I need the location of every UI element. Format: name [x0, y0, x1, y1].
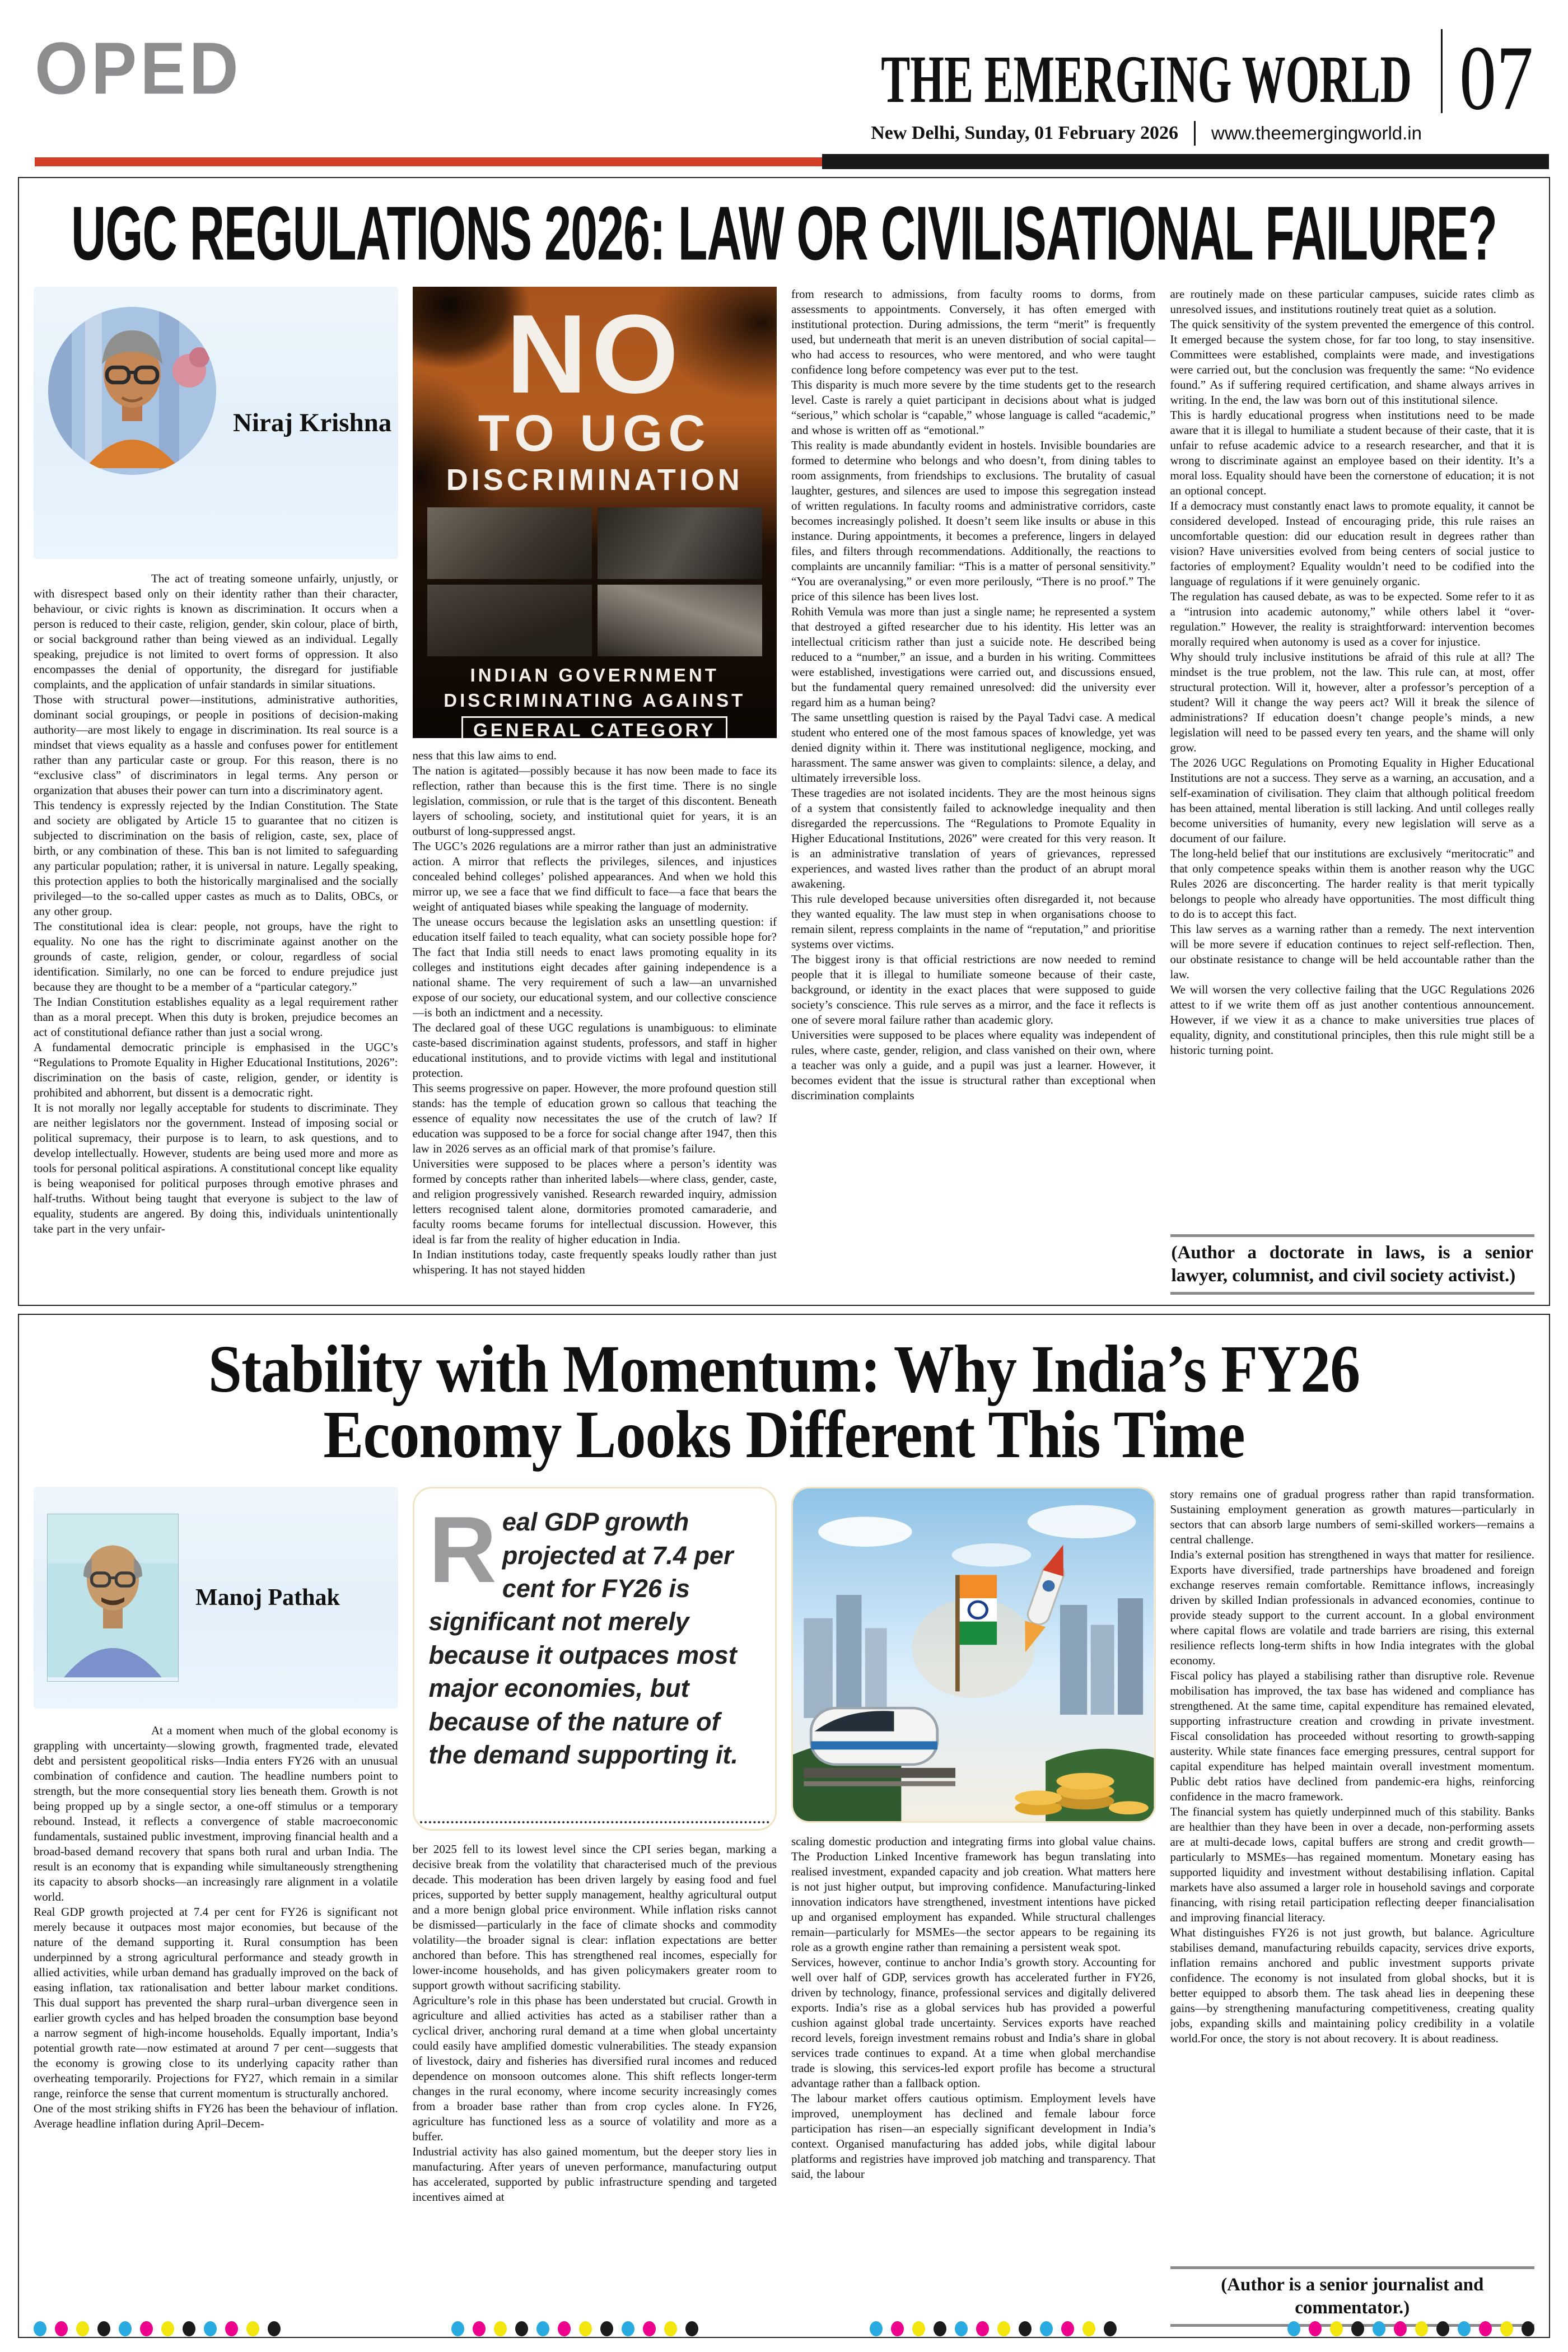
author2-portrait-illustration — [48, 1514, 178, 1677]
registration-dot — [451, 2321, 464, 2336]
article1-byline-card — [34, 287, 398, 559]
page-number: 07 — [1459, 26, 1533, 129]
article2-col1-text — [34, 1723, 398, 2131]
pull-quote — [413, 1487, 777, 1831]
registration-dot — [997, 2321, 1010, 2336]
body-paragraph: Fiscal policy has played a stabilising rather than disruptive role. Revenue mobilisation has improved, the tax base has widened and compliance has strengthened. At the same time, capital expenditure has remained elevated, supporting infrastructure creation and crowding in private investment. Fiscal consolidation has proceeded without resorting to growth-sapping austerity. While state finances face emerging pressures, central support for capital expenditure has helped maintain overall investment momentum. Public debt ratios have declined from pandemic-era highs, reinforcing confidence in the macro framework. — [1170, 1669, 1534, 1804]
body-paragraph: Universities were supposed to be places where a person’s identity was formed by concepts rather than inherited labels—where class, gender, caste, and religion progressively vanished. Research rewarded inquiry, admission letters recognised talent alone, dormitories promoted camaraderie, and faculty rooms became forums for intellectual discussion. However, this ideal is far from the reality of higher education in India. — [412, 1157, 777, 1246]
article2-author-name: Manoj Pathak — [195, 1585, 340, 1611]
body-paragraph: These tragedies are not isolated incidents. They are the most heinous signs of a system that consistently failed to acknowledge inequality and then disregarded the repercussions. The “Regulations to Promote Equality in Higher Educational Institutions, 2026” were created for this very reason. It is an administrative translation of years of grievances, repressed experiences, and wasted lives rather than the product of an abrupt moral awakening. — [791, 786, 1156, 890]
registration-dot — [1309, 2321, 1322, 2336]
poster-line-no: NO — [506, 292, 683, 417]
registration-dot — [891, 2321, 904, 2336]
newspaper-title: THE EMERGING WORLD — [881, 41, 1412, 117]
article2-column-1 — [34, 1487, 398, 2327]
page-number-divider — [1441, 29, 1443, 113]
header-rule — [35, 154, 1549, 169]
registration-dot — [1522, 2321, 1534, 2336]
registration-dot-group — [34, 2321, 281, 2336]
article2-column-3 — [791, 1487, 1156, 2327]
registration-dot — [1351, 2321, 1364, 2336]
article2-col3-text — [791, 1834, 1156, 2182]
body-paragraph: Services, however, continue to anchor India’s growth story. Accounting for well over half of GDP, services growth has accelerated further in FY26, driven by technology, finance, professional services and digitally delivered exports. India’s rise as a global services hub has provided a powerful cushion against global trade uncertainty. Services exports have reached record levels, foreign investment remains robust and India’s share in global services trade continues to expand. At a time when global merchandise trade is slowing, this services-led export profile has become a structural advantage rather than a fallback option. — [791, 1956, 1156, 2090]
body-paragraph: The declared goal of these UGC regulations is unambiguous: to eliminate caste-based discrimination against students, professors, and staff in higher educational institutions, and to provide victims with legal and institutional protection. — [412, 1021, 777, 1080]
registration-dot-group — [451, 2321, 698, 2336]
article2-column-2 — [413, 1487, 777, 2327]
header-rule-red — [35, 157, 822, 166]
body-paragraph: The financial system has quietly underpinned much of this stability. Banks are healthier than they have been in over a decade, non-performing assets are at multi-decade lows, capital buffers are strong and credit growth—particularly to MSMEs—has regained momentum. Monetary easing has supported liquidity and investment without destabilising inflation. Capital markets have also assumed a larger role in household savings and corporate financing, with rising retail participation reflecting deeper financialisation and improving financial literacy. — [1170, 1805, 1534, 1925]
registration-dot — [494, 2321, 507, 2336]
registration-dot — [1330, 2321, 1343, 2336]
body-paragraph: One of the most striking shifts in FY26 has been the behaviour of inflation. Average headline inflation during April–Decem- — [34, 2102, 398, 2131]
body-paragraph: are routinely made on these particular campuses, suicide rates climb as unresolved issues, and institutions routinely treat quiet as a solution. — [1170, 287, 1534, 316]
body-paragraph: The UGC’s 2026 regulations are a mirror rather than just an administrative action. A mirror that reflects the privileges, silences, and injustices concealed behind colleges’ polished appearances. And when we hold this mirror up, we see a face that we find difficult to face—a face that bears the weight of antiquated biases while speaking the language of modernity. — [412, 839, 777, 913]
registration-dot — [1019, 2321, 1032, 2336]
article1-column-3 — [791, 287, 1156, 1295]
registration-dot — [955, 2321, 968, 2336]
page-header — [0, 0, 1568, 169]
article-ugc-regulations — [18, 177, 1550, 1306]
registration-dot — [622, 2321, 634, 2336]
registration-dot — [473, 2321, 486, 2336]
article2-author-credit: (Author is a senior journalist and commentator.) — [1170, 2266, 1535, 2327]
article1-author-name: Niraj Krishna — [233, 408, 392, 437]
poster-photo-2 — [598, 507, 762, 579]
website-url: www.theemergingworld.in — [1211, 123, 1422, 143]
registration-dot — [268, 2321, 281, 2336]
body-paragraph: This reality is made abundantly evident in hostels. Invisible boundaries are formed to determine who belongs and who doesn’t, from dining tables to room assignments, from friendships to exclusions. The brutality of casual laughter, gestures, and silences are used to impose this segregation instead of written regulations. In faculty rooms and administrative corridors, caste becomes increasingly polished. It doesn’t seem like insults or abuse in this instance. During appointments, it becomes a preference, lingers in delayed files, and filters through recommendations. Additionally, the reactions to complaints are uncannily familiar: “This is a matter of personal sensitivity.” “You are overanalysing,” or even more perilously, “There is no proof.” The price of this silence has been lives lost. — [791, 438, 1156, 603]
poster-photo-3 — [427, 585, 592, 656]
registration-dot — [664, 2321, 677, 2336]
article1-author-credit: (Author a doctorate in laws, is a senior lawyer, columnist, and civil society activist.) — [1170, 1234, 1535, 1295]
article1-col2-text — [413, 748, 777, 1277]
registration-dot — [76, 2321, 89, 2336]
body-paragraph: Agriculture’s role in this phase has been understated but crucial. Growth in agriculture and allied activities has acted as a stabiliser rather than a cyclical driver, anchoring rural demand at a time when global uncertainty could easily have amplified domestic vulnerabilities. The steady expansion of livestock, dairy and fisheries has diversified rural incomes and reduced dependence on monsoon outcomes alone. This shift reflects longer-term changes in the rural economy, where income security increasingly comes from a broader base rather than from crop cycles alone. In FY26, agriculture has functioned less as a source of volatility and more as a buffer. — [412, 1994, 777, 2144]
india-growth-collage-image — [791, 1487, 1156, 1823]
registration-dot — [870, 2321, 883, 2336]
body-paragraph: The act of treating someone unfairly, unjustly, or with disrespect based only on their identity rather than their character, behaviour, or civic rights is known as discrimination. It occurs when a person is reduced to their caste, religion, gender, skin colour, place of birth, or social background rather than being viewed as an individual. Legally speaking, prejudice is not limited to overt forms of oppression. It also encompasses the denial of opportunity, the disregard for justifiable complaints, and the application of unfair standards in similar situations. — [34, 572, 398, 691]
body-paragraph: The constitutional idea is clear: people, not groups, have the right to equality. No one has the right to discriminate against another on the grounds of caste, religion, gender, or colour, regardless of social identification. Similarly, no one can be forced to endure prejudice just because they are thought to be a member of a “particular category.” — [34, 920, 398, 993]
body-paragraph: It is not morally nor legally acceptable for students to discriminate. They are neither legislators nor the government. Instead of imposing social or political supremacy, their purpose is to learn, to ask questions, and to develop intellectually. However, students are being used more and more as tools for personal political aspirations. A constitutional concept like equality is being weaponised for political purposes through emotive phrases and half-truths. Without being taught that everyone is subject to the law of equality, students are angered. By doing this, individuals unintentionally take part in the very unfair- — [34, 1101, 398, 1235]
body-paragraph: Those with structural power—institutions, administrative authorities, dominant social groupings, or people in positions of decision-making authority—are most likely to engage in discrimination. Its real source is a mindset that views equality as a hassle and confuses power for entitlement rather than any particular caste or group. For this reason, there is no “exclusive class” of discriminators in legal terms. Any person or organization that abuses their power can turn into a discriminatory agent. — [34, 693, 398, 797]
registration-dot — [34, 2321, 46, 2336]
pull-quote-dropcap: R — [428, 1497, 497, 1603]
body-paragraph: What distinguishes FY26 is not just growth, but balance. Agriculture stabilises demand, manufacturing rebuilds capacity, services drive exports, inflation remains anchored and public investment supports private confidence. The economy is not insulated from global shocks, but it is better equipped to absorb them. The task ahead lies in deepening these gains—by strengthening manufacturing competitiveness, creating quality jobs, expanding skills and maintaining policy credibility in a volatile world.For once, the story is not about recovery. It is about readiness. — [1170, 1926, 1534, 2046]
article1-col3-text — [791, 287, 1156, 1103]
registration-dot — [161, 2321, 174, 2336]
body-paragraph: The biggest irony is that official restrictions are now needed to remind people that it is illegal to humiliate someone because of their caste, background, or identity in the exact places that were supposed to guide society’s conscience. This rule serves as a mirror, and the face it reflects is one of severe moral failure rather than academic glory. — [791, 953, 1156, 1026]
body-paragraph: Why should truly inclusive institutions be afraid of this rule at all? The mindset is the true problem, not the law. This rule can, at most, offer structural protection. Will it, however, alter a professor’s perception of a student? Will it change the way peers act? Will it break the silence of administrations? If education doesn’t change people’s minds, a new legislation will need to be passed every ten years, and the shame will only grow. — [1170, 650, 1534, 754]
section-label: OPED — [35, 27, 242, 110]
registration-dot — [1500, 2321, 1513, 2336]
body-paragraph: ber 2025 fell to its lowest level since the CPI series began, marking a decisive break from the volatility that characterised much of the previous decade. This moderation has been driven largely by easing food and fuel prices, supported by better supply management, healthy agricultural output and a more benign global price environment. While inflation risks cannot be dismissed—particularly in the face of climate shocks and commodity volatility—the broader signal is clear: inflation expectations are better anchored than before. This has strengthened real incomes, especially for lower-income households, and has given policymakers greater room to support growth without sacrificing stability. — [412, 1842, 777, 1992]
body-paragraph: The unease occurs because the legislation asks an unsettling question: if education itself failed to teach equality, what can society possible hope for? The fact that India still needs to enact laws promoting equality in its colleges and institutions eight decades after gaining independence is a national shame. The very requirement of such a law—an unvarnished expose of our society, our educational system, and our collective conscience—is both an indictment and a necessity. — [412, 915, 777, 1019]
registration-dot — [685, 2321, 698, 2336]
registration-dot — [246, 2321, 259, 2336]
body-paragraph: We will worsen the very collective failing that the UGC Regulations 2026 attest to if we write them off as just another contentious announcement. However, if we view it as a chance to make universities true places of equality, dignity, and constitutional principles, then this rule might still be a historic turning point. — [1170, 983, 1534, 1057]
body-paragraph: Universities were supposed to be places where equality was independent of rules, where caste, gender, religion, and class vanished on their own, where a teacher was only a guide, and a pupil was just a learner. However, it becomes evident that the issue is structural rather than exceptional when discrimination complaints — [791, 1028, 1156, 1102]
registration-dot — [1104, 2321, 1117, 2336]
dateline: New Delhi, Sunday, 01 February 2026 — [871, 123, 1178, 143]
body-paragraph: ness that this law aims to end. — [412, 749, 557, 762]
body-paragraph: This law serves as a warning rather than a remedy. The next intervention will be more severe if education continues to reject self-reflection. Then, our obstinate resistance to change will be held accountable rather than the law. — [1170, 922, 1534, 981]
registration-dot — [934, 2321, 946, 2336]
body-paragraph: This rule developed because universities often disregarded it, not because they wanted equality. The law must step in when organisations choose to remain silent, repress complaints in the name of “reputation,” and prioritise systems over victims. — [791, 892, 1156, 951]
header-divider — [1194, 121, 1196, 146]
article2-headline: Stability with Momentum: Why India’s FY26 Economy Looks Different This Time — [208, 1332, 1360, 1472]
body-paragraph: The Indian Constitution establishes equality as a legal requirement rather than as a moral precept. When this duty is broken, prejudice becomes an act of constitutional defiance rather than just a social wrong. — [34, 995, 398, 1039]
body-paragraph: The long-held belief that our institutions are exclusively “meritocratic” and that only competence speaks within them is another reason why the UGC Rules 2026 are disconcerting. The harder reality is that merit typically belongs to people who already have opportunities. The most difficult thing to do is to accept this fact. — [1170, 847, 1534, 921]
body-paragraph: The same unsettling question is raised by the Payal Tadvi case. A medical student who entered one of the most famous spaces of knowledge, yet was denied dignity within it. There was institutional negligence, mocking, and harassment. The same answer was given to complaints: silence, a delay, and ultimately irreversible loss. — [791, 711, 1156, 785]
article-fy26-economy — [18, 1314, 1550, 2338]
article2-col4-text — [1170, 1487, 1535, 2046]
registration-dot — [183, 2321, 195, 2336]
poster-line-tougc: TO UGC — [478, 405, 711, 462]
registration-dot — [536, 2321, 549, 2336]
body-paragraph: This tendency is expressly rejected by the Indian Constitution. The State and society are obligated by Article 15 to guarantee that no citizen is subjected to discrimination on the basis of religion, caste, sex, place of birth, or any combination of these. This ban is not limited to safeguarding any particular population; rather, it is universal in nature. Legally speaking, this protection applies to both the historically marginalised and the socially privileged—to the so-called upper castes as much as to Dalits, OBCs, or any other group. — [34, 799, 398, 918]
pull-quote-dotted-rule — [420, 1821, 770, 1823]
body-paragraph: At a moment when much of the global economy is grappling with uncertainty—slowing growth, fragmented trade, elevated debt and persistent geopolitical risks—India enters FY26 with an unusual combination of confidence and caution. The headline numbers point to strength, but the more consequential story lies beneath them. Growth is not being propped up by a single sector, a one-off stimulus or a temporary rebound. Instead, it reflects a convergence of stable macroeconomic fundamentals, sustained public investment, improving financial health and a broad-based demand recovery that spans both rural and urban India. The result is an economy that is expanding while simultaneously strengthening its capacity to absorb shocks—an increasingly rare alignment in a volatile world. — [34, 1724, 398, 1904]
registration-dot — [643, 2321, 656, 2336]
print-registration-dots — [34, 2321, 1534, 2336]
body-paragraph: The regulation has caused debate, as was to be expected. Some refer to it as a “intrusion into academic autonomy,” while others label it “over-regulation.” However, the reality is straightforward: intervention becomes morally required when autonomy is used as a cover for injustice. — [1170, 590, 1534, 648]
poster-caption: INDIAN GOVERNMENT DISCRIMINATING AGAINST GENERAL CATEGORY — [413, 663, 777, 738]
article1-column-2 — [413, 287, 777, 1295]
registration-dot — [1479, 2321, 1492, 2336]
body-paragraph: The nation is agitated—possibly because it has now been made to face its reflection, rather than because this is the first time. There is no single legislation, commission, or rule that is the target of this discontent. Beneath layers of schooling, society, and institutional quiet for years, it is an outburst of long-suppressed angst. — [412, 764, 777, 838]
author-photo-niraj-krishna — [48, 307, 216, 475]
registration-dot — [1373, 2321, 1385, 2336]
article1-col1-text — [34, 571, 398, 1236]
body-paragraph: This is hardly educational progress when institutions need to be made aware that it is illegal to humiliate a student because of their caste, that it is unfair to refuse academic advice to a research researcher, and that it is wrong to discriminate against an employee based on their identity. It’s a moral loss. Equality should have been the cornerstone of education; it is not an optional concept. — [1170, 408, 1534, 497]
registration-dot-group — [1287, 2321, 1534, 2336]
registration-dot — [1436, 2321, 1449, 2336]
registration-dot — [600, 2321, 613, 2336]
body-paragraph: This seems progressive on paper. However, the more profound question still stands: has the temple of education grown so callous that teaching the essence of equality now necessitates the use of the crutch of law? If education was supposed to be a force for social change after 1947, then this law in 2026 serves as an official mark of that promise’s failure. — [412, 1081, 777, 1155]
article1-col4-text — [1170, 287, 1535, 1058]
registration-dot — [119, 2321, 132, 2336]
author-photo-manoj-pathak — [47, 1514, 179, 1682]
registration-dot — [912, 2321, 925, 2336]
registration-dot — [55, 2321, 68, 2336]
registration-dot — [1458, 2321, 1471, 2336]
body-paragraph: If a democracy must constantly enact laws to promote equality, it cannot be considered developed. Instead of encouraging pride, this rule raises an uncomfortable question: did our education result in degrees rather than vision? Have universities evolved from being centers of social justice to factories of employment? Equality wouldn’t need to be codified into the language of regulations if it were genuinely organic. — [1170, 499, 1534, 588]
registration-dot — [1287, 2321, 1300, 2336]
article2-col2-text — [413, 1842, 777, 2205]
body-paragraph: The 2026 UGC Regulations on Promoting Equality in Higher Educational Institutions are not a success. They serve as a warning, an accusation, and a self-examination of civilisation. They claim that although political freedom has been attained, mental liberation is still lacking. And until colleges really become universities of humanity, every new legislation will serve as a document of our failure. — [1170, 756, 1534, 845]
body-paragraph: Industrial activity has also gained momentum, but the deeper story lies in manufacturing. After years of uneven performance, manufacturing output has accelerated, supported by public infrastructure spending and targeted incentives aimed at — [412, 2145, 777, 2204]
registration-dot — [1061, 2321, 1074, 2336]
body-paragraph: Rohith Vemula was more than just a single name; he represented a system that destroyed a gifted researcher due to his identity. His letter was an intellectual criticism rather than just a suicide note. He described being reduced to a “number,” an issue, and a burden in his writing. Committees were established, investigations were carried out, and discussions ensued, but the fundamental query remained unresolved: did the university ever regard him as a human being? — [791, 605, 1156, 709]
no-to-ugc-poster-image — [413, 287, 777, 738]
registration-dot — [1040, 2321, 1053, 2336]
article1-column-4 — [1170, 287, 1535, 1295]
body-paragraph: This disparity is much more severe by the time students get to the research level. Caste is rarely a quiet participant in decisions about what is judged “serious,” which scholar is “capable,” whose language is called “academic,” and whose is written off as “emotional.” — [791, 378, 1156, 437]
body-paragraph: scaling domestic production and integrating firms into global value chains. The Production Linked Incentive framework has begun translating into realised investment, expanded capacity and job creation. What matters here is not just higher output, but improving confidence. Manufacturing-linked innovation indicators have strengthened, investment intentions have picked up and organised employment has expanded. While structural challenges remain—particularly for MSMEs—the sector appears to be regaining its role as a growth engine rather than remaining a persistent weak spot. — [791, 1835, 1156, 1954]
registration-dot — [225, 2321, 238, 2336]
poster-photo-4 — [598, 585, 762, 656]
registration-dot — [1415, 2321, 1428, 2336]
registration-dot — [140, 2321, 153, 2336]
body-paragraph: In Indian institutions today, caste frequently speaks loudly rather than just whispering. It has not stayed hidden — [412, 1248, 777, 1276]
pull-quote-text: eal GDP growth projected at 7.4 per cent for FY26 is significant not merely because it outpaces most major economies, but because of the nature of the demand supporting it. — [428, 1508, 738, 1769]
registration-dot — [558, 2321, 571, 2336]
collage-illustration — [793, 1488, 1154, 1821]
article2-byline-card — [34, 1487, 398, 1709]
registration-dot — [515, 2321, 528, 2336]
body-paragraph: Real GDP growth projected at 7.4 per cent for FY26 is significant not merely because it outpaces most major economies, but because of the nature of the demand supporting it. Rural consumption has been underpinned by a strong agricultural performance and steady growth in allied activities, while urban demand has gradually improved on the back of easing inflation, tax rationalisation and better labour market conditions. This dual support has prevented the sharp rural–urban divergence seen in earlier growth cycles and has helped broaden the consumption base beyond a narrow segment of high-income households. Equally important, India’s potential growth rate—now estimated at around 7 per cent—suggests that the economy is growing close to its underlying capacity rather than overheating temporarily. Projections for FY27, which remain in a similar range, reinforce the sense that current momentum is structurally anchored. — [34, 1905, 398, 2101]
body-paragraph: story remains one of gradual progress rather than rapid transformation. Sustaining employment generation as growth matures—particularly in sectors that can absorb large numbers of semi-skilled workers—remains a central challenge. — [1170, 1487, 1534, 1547]
body-paragraph: A fundamental democratic principle is emphasised in the UGC’s “Regulations to Promote Equality in Higher Educational Institutions, 2026”: discrimination on the basis of caste, religion, gender, or identity is prohibited and abhorrent, but dissent is a democratic right. — [34, 1040, 398, 1099]
registration-dot — [97, 2321, 110, 2336]
article1-headline: UGC REGULATIONS 2026: LAW OR CIVILISATIONAL FAILURE? — [71, 190, 1497, 276]
registration-dot — [579, 2321, 592, 2336]
article1-column-1 — [34, 287, 398, 1295]
body-paragraph: The quick sensitivity of the system prevented the emergence of this control. It emerged because the system chose, for far too long, to stay insensitive. Committees were established, complaints were made, and investigations were carried out, but the conclusion was frequently the same: “No evidence found.” As if suffering required certification, and shame always arrives in writing. In the end, the law was born out of this institutional silence. — [1170, 318, 1534, 407]
registration-dot — [204, 2321, 217, 2336]
registration-dot — [1394, 2321, 1407, 2336]
body-paragraph: India’s external position has strengthened in ways that matter for resilience. Exports have diversified, trade partnerships have broadened and foreign exchange reserves remain comfortable. Remittance inflows, increasingly driven by skilled Indian professionals in advanced economies, continue to provide steady support to the current account. In a global environment where capital flows are volatile and trade barriers are rising, this external resilience reflects long-term shifts in how India integrates with the global economy. — [1170, 1548, 1534, 1668]
registration-dot — [1082, 2321, 1095, 2336]
body-paragraph: from research to admissions, from faculty rooms to dorms, from assessments to appointments. Conversely, it has often emerged with institutional protection. During admissions, the term “merit” is frequently used, but underneath that merit is an uneven distribution of social capital—who had access to resources, who were mentored, and who were taught confidence long before competency was ever put to the test. — [791, 287, 1156, 376]
author1-portrait-illustration — [48, 307, 216, 475]
article2-column-4 — [1170, 1487, 1535, 2327]
poster-photo-1 — [427, 507, 592, 579]
poster-line-discrimination: DISCRIMINATION — [446, 463, 743, 497]
registration-dot — [976, 2321, 989, 2336]
body-paragraph: The labour market offers cautious optimism. Employment levels have improved, unemployment has declined and female labour force participation has risen—an especially significant development in India’s context. Organised manufacturing has added jobs, while digital labour platforms and registries have improved job matching and transparency. That said, the labour — [791, 2092, 1156, 2181]
registration-dot-group — [870, 2321, 1117, 2336]
poster-photo-grid — [413, 497, 777, 663]
header-rule-black — [822, 154, 1549, 169]
